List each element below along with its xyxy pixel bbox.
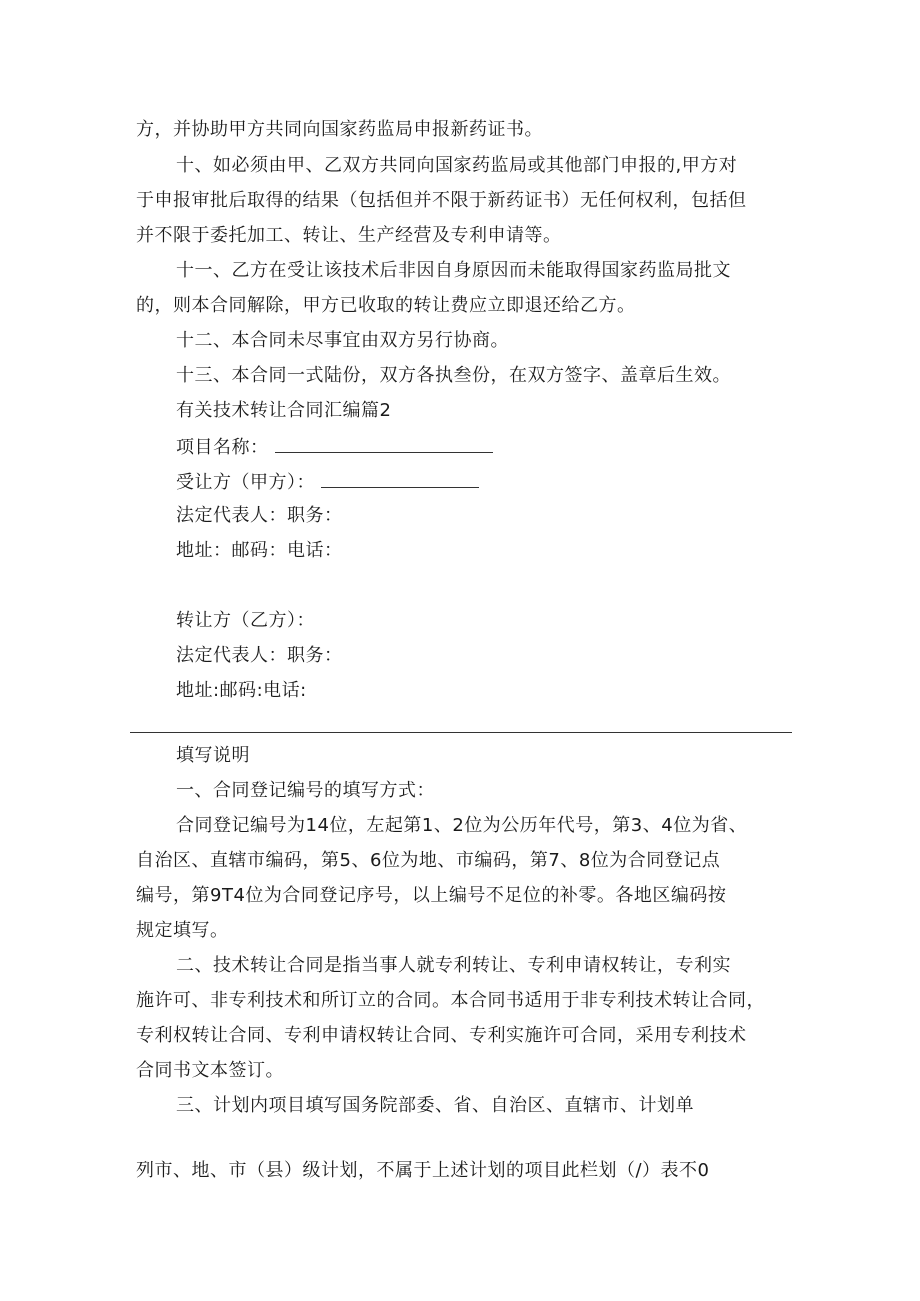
instruction-line: 二、技术转让合同是指当事人就专利转让、专利申请权转让，专利实: [176, 955, 731, 976]
instruction-line: 三、计划内项目填写国务院部委、省、自治区、直辖市、计划单: [176, 1095, 694, 1116]
project-name-row: [176, 434, 493, 460]
instruction-line: 自治区、直辖市编码，第5、6位为地、市编码，第7、8位为合同登记点: [136, 850, 721, 871]
instruction-line: 合同书文本签订。: [136, 1060, 284, 1081]
legal-rep-row-2: 法定代表人：职务：: [176, 645, 343, 666]
instruction-line: 专利权转让合同、专利申请权转让合同、专利实施许可合同，采用专利技术: [136, 1025, 747, 1046]
instruction-line: 一、合同登记编号的填写方式：: [176, 780, 435, 801]
transferor-row: 转让方（乙方）：: [176, 610, 315, 631]
legal-rep-row-1: 法定代表人：职务：: [176, 505, 343, 526]
transferee-row: [176, 469, 479, 495]
instruction-line: 列市、地、市（县）级计划，不属于上述计划的项目此栏划（/）表不0: [136, 1160, 710, 1181]
clause-10-line: 十、如必须由甲、乙双方共同向国家药监局或其他部门申报的,甲方对: [176, 155, 738, 176]
section-divider: [130, 732, 792, 733]
paragraph-line: 的，则本合同解除，甲方已收取的转让费应立即退还给乙方。: [136, 295, 636, 316]
clause-12-line: 十二、本合同未尽事宜由双方另行协商。: [176, 330, 509, 351]
instructions-title: 填写说明: [176, 745, 250, 766]
transferee-blank[interactable]: [321, 469, 479, 488]
instruction-line: 施许可、非专利技术和所订立的合同。本合同书适用于非专利技术转让合同，: [136, 990, 765, 1011]
paragraph-line: 于申报审批后取得的结果（包括但并不限于新药证书）无任何权利，包括但: [136, 190, 747, 211]
instruction-line: 编号，第9T4位为合同登记序号，以上编号不足位的补零。各地区编码按: [136, 885, 727, 906]
clause-13-line: 十三、本合同一式陆份，双方各执叁份，在双方签字、盖章后生效。: [176, 365, 731, 386]
instruction-line: 规定填写。: [136, 920, 229, 941]
instruction-line: 合同登记编号为14位，左起第1、2位为公历年代号，第3、4位为省、: [176, 815, 748, 836]
project-name-label: 项目名称：: [176, 437, 269, 458]
section-heading: 有关技术转让合同汇编篇2: [176, 400, 392, 421]
transferee-label: 受让方（甲方）：: [176, 472, 315, 493]
paragraph-line: 并不限于委托加工、转让、生产经营及专利申请等。: [136, 225, 562, 246]
paragraph-line: 方，并协助甲方共同向国家药监局申报新药证书。: [136, 119, 543, 140]
address-row-2: 地址:邮码:电话:: [176, 680, 307, 701]
address-row-1: 地址：邮码：电话：: [176, 540, 343, 561]
clause-11-line: 十一、乙方在受让该技术后非因自身原因而未能取得国家药监局批文: [176, 260, 731, 281]
project-name-blank[interactable]: [275, 434, 493, 453]
